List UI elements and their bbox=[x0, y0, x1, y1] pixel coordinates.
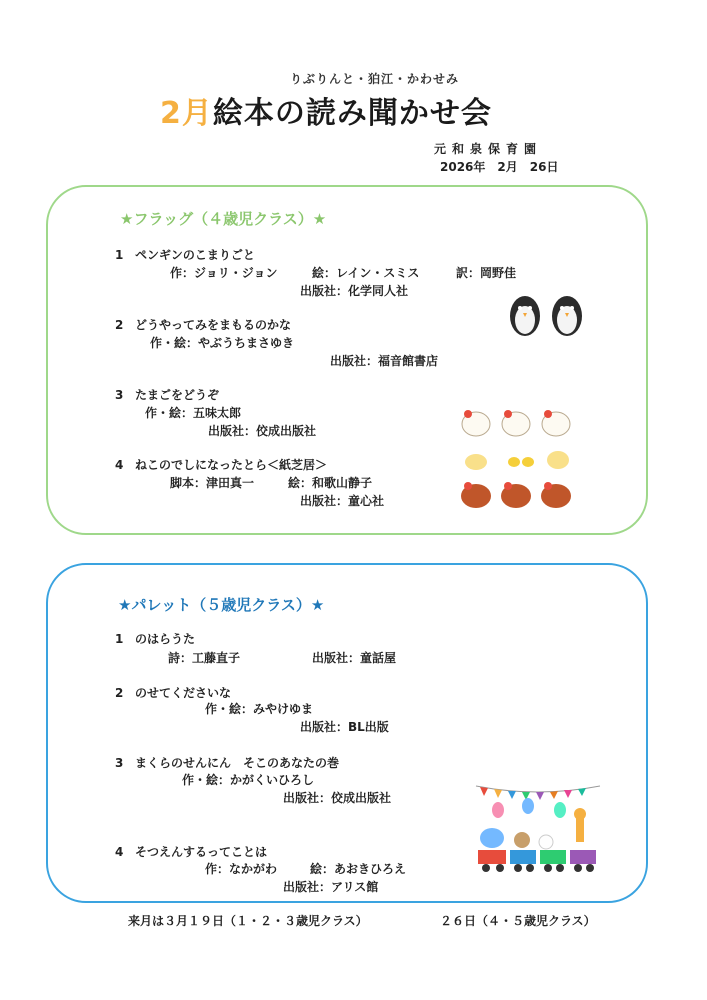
flag-class-title: ★フラッグ（４歳児クラス）★ bbox=[120, 210, 327, 228]
rabbit-icon bbox=[539, 835, 553, 849]
flag-book-4-title bbox=[115, 456, 327, 473]
next-month-notice-2: ２６日（４・５歳児クラス） bbox=[440, 914, 596, 928]
flag-book-1-illustrator: 絵：レイン・スミス bbox=[312, 266, 420, 280]
flag-book-3-title bbox=[115, 386, 219, 403]
palette-book-1-author: 詩：工藤直子 bbox=[168, 651, 241, 665]
book-number: 2 bbox=[115, 686, 124, 700]
flag-book-4-illustrator: 絵：和歌山静子 bbox=[288, 476, 373, 490]
book-number: 3 bbox=[115, 388, 124, 402]
flag-book-2-title bbox=[115, 316, 291, 333]
book-number: 4 bbox=[115, 458, 124, 472]
flag-book-3-author: 作・絵：五味太郎 bbox=[145, 406, 242, 420]
palette-book-2-author: 作・絵：みやけゆま bbox=[205, 702, 314, 716]
rooster-icon bbox=[541, 482, 571, 508]
book-title: のせてくださいな bbox=[135, 686, 232, 700]
book-number: 2 bbox=[115, 318, 124, 332]
book-title: ペンギンのこまりごと bbox=[135, 248, 255, 262]
book-number: 4 bbox=[115, 845, 124, 859]
penguin-icon bbox=[552, 296, 582, 336]
school-name: 元和泉保育園 bbox=[434, 142, 543, 156]
next-month-notice: 来月は３月１９日（１・２・３歳児クラス） bbox=[128, 914, 368, 928]
title-text: 絵本の読み聞かせ会 bbox=[212, 96, 492, 131]
animal-train-illustration bbox=[472, 780, 604, 876]
hen-icon bbox=[462, 410, 490, 436]
title-month: 2月 bbox=[160, 96, 213, 131]
book-title: まくらのせんにん そこのあなたの巻 bbox=[135, 756, 340, 770]
palette-class-title: ★パレット（５歳児クラス）★ bbox=[118, 596, 325, 614]
penguin-icon bbox=[510, 296, 540, 336]
rooster-icon bbox=[501, 482, 531, 508]
palette-book-4-title bbox=[115, 843, 267, 860]
book-title: そつえんするってことは bbox=[135, 845, 268, 859]
flag-book-1-author: 作：ジョリ・ジョン bbox=[170, 266, 278, 280]
book-title: ねこのでしになったとら＜紙芝居＞ bbox=[135, 458, 328, 472]
palette-book-2-publisher: 出版社：BL出版 bbox=[300, 720, 389, 734]
flag-book-2-publisher: 出版社：福音館書店 bbox=[330, 354, 439, 368]
balloon-icon bbox=[492, 798, 566, 818]
chick-icon bbox=[465, 451, 569, 470]
chicken-illustration bbox=[458, 402, 578, 514]
rooster-icon bbox=[461, 482, 491, 508]
flag-book-4-publisher: 出版社：童心社 bbox=[300, 494, 385, 508]
bear-icon bbox=[514, 832, 530, 848]
palette-book-3-title bbox=[115, 754, 339, 771]
giraffe-icon bbox=[574, 808, 586, 842]
hen-icon bbox=[502, 410, 530, 436]
book-number: 3 bbox=[115, 756, 124, 770]
palette-book-4-publisher: 出版社：アリス館 bbox=[283, 880, 379, 894]
book-title: たまごをどうぞ bbox=[135, 388, 220, 402]
palette-book-3-publisher: 出版社：佼成出版社 bbox=[283, 791, 392, 805]
book-number: 1 bbox=[115, 248, 124, 262]
palette-book-1-title bbox=[115, 630, 195, 647]
book-number: 1 bbox=[115, 632, 124, 646]
palette-book-4-author: 作：なかがわ bbox=[205, 862, 278, 876]
palette-book-1-publisher: 出版社：童話屋 bbox=[312, 651, 397, 665]
flag-book-4-author: 脚本：津田真一 bbox=[170, 476, 255, 490]
page-title bbox=[160, 88, 492, 132]
palette-book-3-author: 作・絵：かがくいひろし bbox=[182, 773, 315, 787]
book-title: のはらうた bbox=[135, 632, 196, 646]
elephant-icon bbox=[480, 828, 504, 848]
event-date: 2026年 2月 26日 bbox=[440, 160, 559, 174]
flag-book-1-translator: 訳：岡野佳 bbox=[456, 266, 517, 280]
flag-book-3-publisher: 出版社：佼成出版社 bbox=[208, 424, 317, 438]
palette-book-2-title bbox=[115, 684, 231, 701]
flag-book-2-author: 作・絵：やぶうちまさゆき bbox=[150, 336, 295, 350]
hen-icon bbox=[542, 410, 570, 436]
flag-book-1-title bbox=[115, 246, 255, 263]
penguin-illustration bbox=[505, 290, 587, 338]
event-subtitle: りぶりんと・狛江・かわせみ bbox=[290, 72, 460, 86]
book-title: どうやってみをまもるのかな bbox=[135, 318, 292, 332]
bunting-flags-icon bbox=[476, 786, 600, 800]
flag-book-1-publisher: 出版社：化学同人社 bbox=[300, 284, 409, 298]
palette-book-4-illustrator: 絵：あおきひろえ bbox=[310, 862, 407, 876]
train-cars-icon bbox=[478, 850, 596, 872]
